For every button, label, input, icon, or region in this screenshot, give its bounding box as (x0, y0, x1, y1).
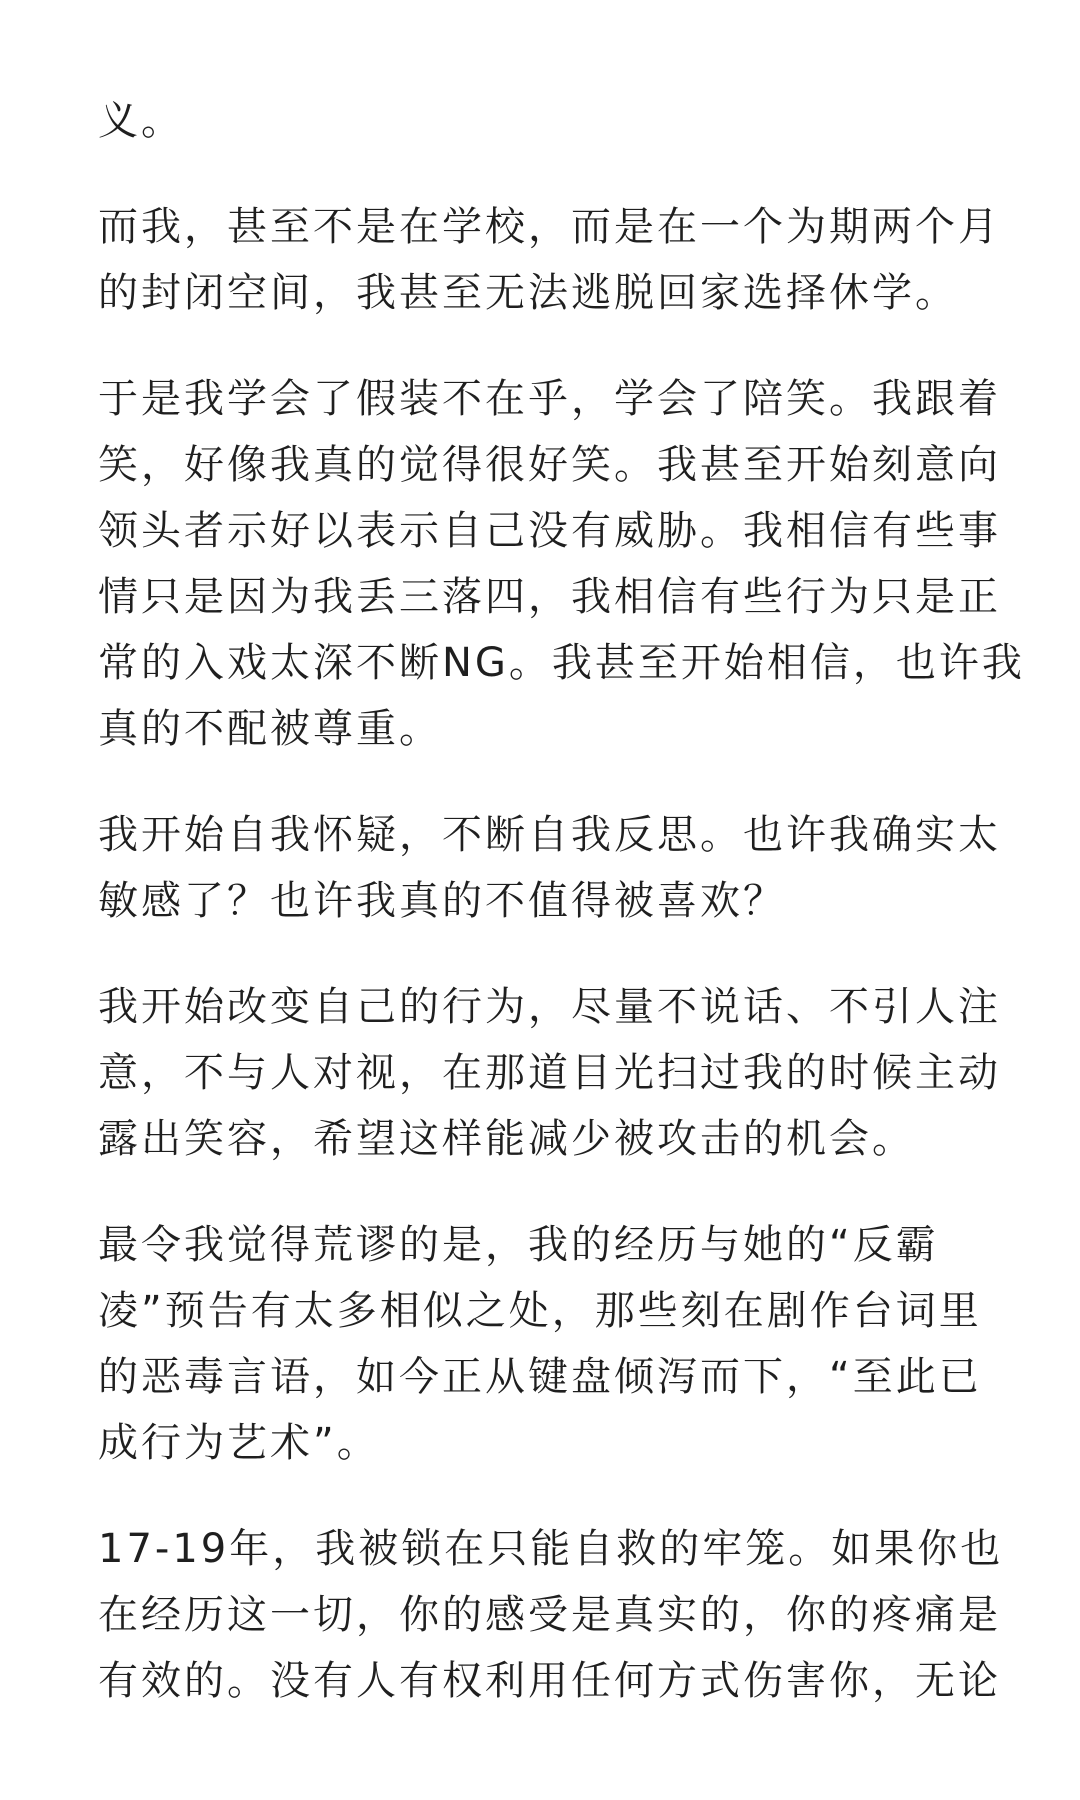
text-line: 领头者示好以表示自己没有威胁。我相信有些事 (98, 508, 1001, 554)
text-line: 于是我学会了假装不在乎，学会了陪笑。我跟着 (98, 376, 1001, 422)
text-line: 在经历这一切，你的感受是真实的，你的疼痛是 (98, 1592, 1001, 1638)
text-line: 意，不与人对视，在那道目光扫过我的时候主动 (98, 1050, 1001, 1096)
paragraph-1 (98, 88, 988, 154)
paragraph-2 (98, 194, 1001, 326)
text-line: 义。 (98, 98, 184, 144)
article-body (98, 88, 1025, 1754)
text-line: 常的入戏太深不断NG。我甚至开始相信，也许我 (98, 640, 1025, 686)
paragraph-6 (98, 1212, 988, 1476)
text-line: 露出笑容，希望这样能减少被攻击的机会。 (98, 1116, 915, 1162)
text-line: 情只是因为我丢三落四，我相信有些行为只是正 (98, 574, 1001, 620)
text-line: 有效的。没有人有权利用任何方式伤害你，无论 (98, 1658, 1001, 1704)
text-line: 我开始自我怀疑，不断自我反思。也许我确实太 (98, 812, 1001, 858)
paragraph-3 (98, 366, 1025, 762)
text-line: 我开始改变自己的行为，尽量不说话、不引人注 (98, 984, 1001, 1030)
text-line: 的封闭空间，我甚至无法逃脱回家选择休学。 (98, 270, 958, 316)
text-line: 而我，甚至不是在学校，而是在一个为期两个月 (98, 204, 1001, 250)
text-line: 成行为艺术”。 (98, 1420, 380, 1466)
text-line: 敏感了？也许我真的不值得被喜欢？ (98, 878, 786, 924)
text-line: 17-19年，我被锁在只能自救的牢笼。如果你也 (98, 1526, 1004, 1572)
paragraph-5 (98, 974, 1001, 1172)
text-line: 真的不配被尊重。 (98, 706, 442, 752)
text-line: 的恶毒言语，如今正从键盘倾泻而下，“至此已 (98, 1354, 982, 1400)
text-line: 凌”预告有太多相似之处，那些刻在剧作台词里 (98, 1288, 982, 1334)
text-line: 最令我觉得荒谬的是，我的经历与她的“反霸 (98, 1222, 939, 1268)
paragraph-7 (98, 1516, 1004, 1714)
text-line: 笑，好像我真的觉得很好笑。我甚至开始刻意向 (98, 442, 1001, 488)
paragraph-4 (98, 802, 1001, 934)
